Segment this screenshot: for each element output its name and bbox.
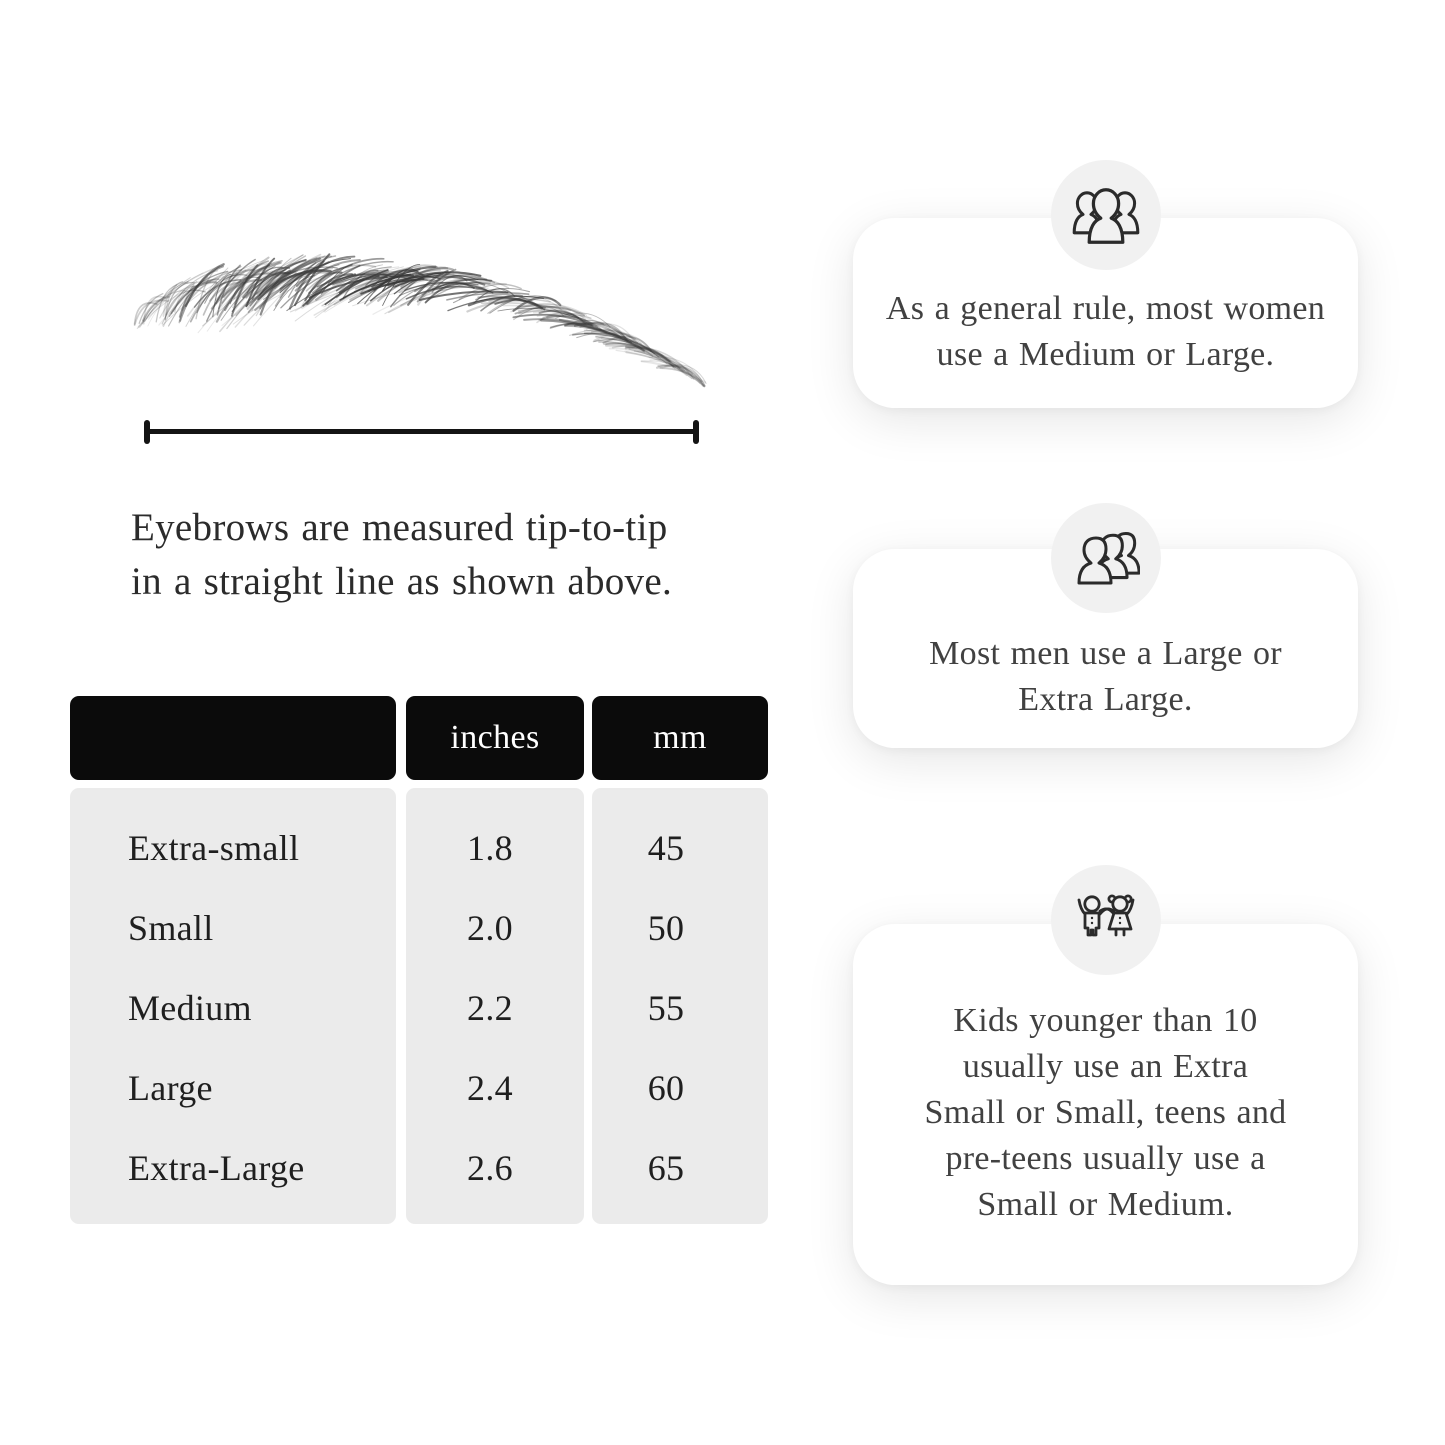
- row-inches-value: 2.0: [467, 908, 513, 948]
- row-label: Medium: [128, 988, 252, 1028]
- card-text-line: Kids younger than 10: [953, 1002, 1258, 1039]
- kids-icon: [1072, 889, 1140, 951]
- row-inches-value: 2.2: [467, 988, 513, 1028]
- row-mm-value: 55: [647, 988, 685, 1028]
- table-row-extra-small: [70, 808, 768, 888]
- caption-line-1: Eyebrows are measured tip-to-tip: [131, 506, 668, 549]
- row-mm-value: 60: [647, 1068, 685, 1108]
- table-row-small: [70, 888, 768, 968]
- card-text-line: use a Medium or Large.: [936, 336, 1275, 373]
- card-text-line: Most men use a Large or: [929, 635, 1282, 672]
- table-header-inches-label: inches: [450, 719, 540, 756]
- row-label: Extra-small: [128, 828, 300, 868]
- card-text-kids: [853, 998, 1358, 1228]
- row-label: Large: [128, 1068, 213, 1108]
- table-row-large: [70, 1048, 768, 1128]
- card-text-women: [853, 286, 1358, 378]
- measurement-caption: [131, 501, 672, 609]
- card-text-line: pre-teens usually use a: [945, 1140, 1266, 1177]
- men-group-icon: [1072, 529, 1140, 587]
- row-mm-value: 65: [647, 1148, 685, 1188]
- row-mm-value: 45: [647, 828, 685, 868]
- table-row-extra-large: [70, 1128, 768, 1208]
- table-header-mm-label: mm: [653, 719, 707, 756]
- card-text-line: Extra Large.: [1018, 681, 1193, 718]
- row-mm-value: 50: [647, 908, 685, 948]
- info-card-kids: [853, 924, 1358, 1285]
- measure-tick-right-icon: [693, 420, 699, 444]
- size-table-rows: [70, 788, 768, 1224]
- row-inches-value: 1.8: [467, 828, 513, 868]
- women-group-icon: [1072, 186, 1140, 244]
- measure-line: [146, 429, 697, 434]
- icon-circle: [1051, 865, 1161, 975]
- eyebrow-sketch-illustration: [110, 228, 730, 408]
- icon-circle: [1051, 503, 1161, 613]
- card-text-men: [853, 631, 1358, 723]
- table-row-medium: [70, 968, 768, 1048]
- row-inches-value: 2.4: [467, 1068, 513, 1108]
- table-header-mm: [592, 696, 768, 780]
- caption-line-2: in a straight line as shown above.: [131, 560, 673, 603]
- table-header-size: [70, 696, 396, 780]
- row-inches-value: 2.6: [467, 1148, 513, 1188]
- icon-circle: [1051, 160, 1161, 270]
- card-text-line: Small or Small, teens and: [924, 1094, 1287, 1131]
- card-text-line: As a general rule, most women: [885, 290, 1326, 327]
- info-card-women: [853, 218, 1358, 408]
- info-card-men: [853, 549, 1358, 748]
- row-label: Extra-Large: [128, 1148, 305, 1188]
- card-text-line: usually use an Extra: [962, 1048, 1249, 1085]
- table-header-inches: [406, 696, 584, 780]
- row-label: Small: [128, 908, 214, 948]
- card-text-line: Small or Medium.: [977, 1186, 1234, 1223]
